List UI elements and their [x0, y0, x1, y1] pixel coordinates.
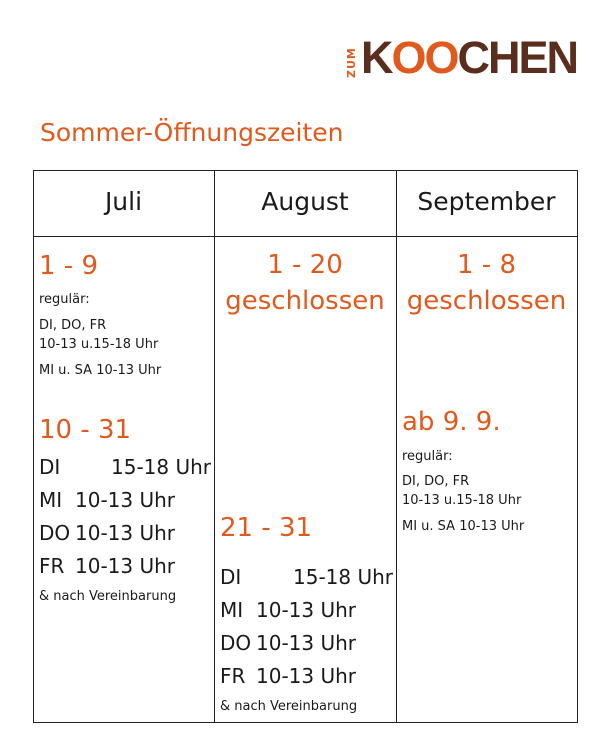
logo-chen: CHEN — [457, 32, 578, 83]
table-border-top — [33, 170, 578, 171]
juli-regular-line-3: MI u. SA 10-13 Uhr — [39, 363, 162, 378]
august-day-mi: MI — [220, 598, 244, 622]
juli-day-di: DI — [39, 455, 61, 479]
august-day-do: DO — [220, 631, 252, 655]
juli-time-do: 10-13 Uhr — [75, 521, 176, 545]
august-closed: geschlossen — [225, 286, 385, 316]
juli-regular-line-1: DI, DO, FR — [39, 318, 107, 333]
table-header-divider — [33, 236, 578, 237]
month-header-september: September — [417, 187, 556, 216]
september-range-1: 1 - 8 — [457, 250, 516, 280]
brand-logo — [343, 34, 583, 82]
juli-day-fr: FR — [39, 554, 65, 578]
logo-zum: ZUM — [345, 47, 358, 78]
month-header-august: August — [261, 187, 349, 216]
logo-wordmark — [361, 34, 577, 82]
september-range-2: ab 9. 9. — [402, 407, 501, 437]
month-header-juli: Juli — [104, 187, 143, 216]
juli-regular-line-2: 10-13 u.15-18 Uhr — [39, 337, 159, 352]
august-day-di: DI — [220, 565, 242, 589]
august-time-do: 10-13 Uhr — [256, 631, 357, 655]
logo-k: K — [361, 32, 392, 83]
august-range-2: 21 - 31 — [220, 513, 313, 543]
table-border-bottom — [33, 722, 578, 723]
september-regular-label: regulär: — [402, 449, 453, 464]
august-time-di: 15-18 Uhr — [293, 565, 394, 589]
juli-time-fr: 10-13 Uhr — [75, 554, 176, 578]
august-time-mi: 10-13 Uhr — [256, 598, 357, 622]
logo-oo: OO — [391, 32, 458, 83]
table-border-right — [577, 170, 578, 723]
schedule-table — [33, 170, 578, 723]
august-note: & nach Vereinbarung — [220, 699, 358, 714]
august-time-fr: 10-13 Uhr — [256, 664, 357, 688]
juli-day-mi: MI — [39, 488, 63, 512]
page-title: Sommer-Öffnungszeiten — [40, 118, 344, 147]
juli-range-1: 1 - 9 — [39, 251, 98, 281]
august-day-fr: FR — [220, 664, 246, 688]
juli-time-di: 15-18 Uhr — [111, 455, 212, 479]
juli-regular-label: regulär: — [39, 292, 90, 307]
august-range-1: 1 - 20 — [267, 250, 343, 280]
table-border-left — [33, 170, 34, 723]
september-regular-line-1: DI, DO, FR — [402, 474, 470, 489]
september-closed: geschlossen — [406, 286, 567, 316]
juli-range-2: 10 - 31 — [39, 415, 132, 445]
juli-time-mi: 10-13 Uhr — [75, 488, 176, 512]
september-regular-line-3: MI u. SA 10-13 Uhr — [402, 519, 525, 534]
september-regular-line-2: 10-13 u.15-18 Uhr — [402, 493, 522, 508]
juli-day-do: DO — [39, 521, 71, 545]
juli-note: & nach Vereinbarung — [39, 589, 177, 604]
